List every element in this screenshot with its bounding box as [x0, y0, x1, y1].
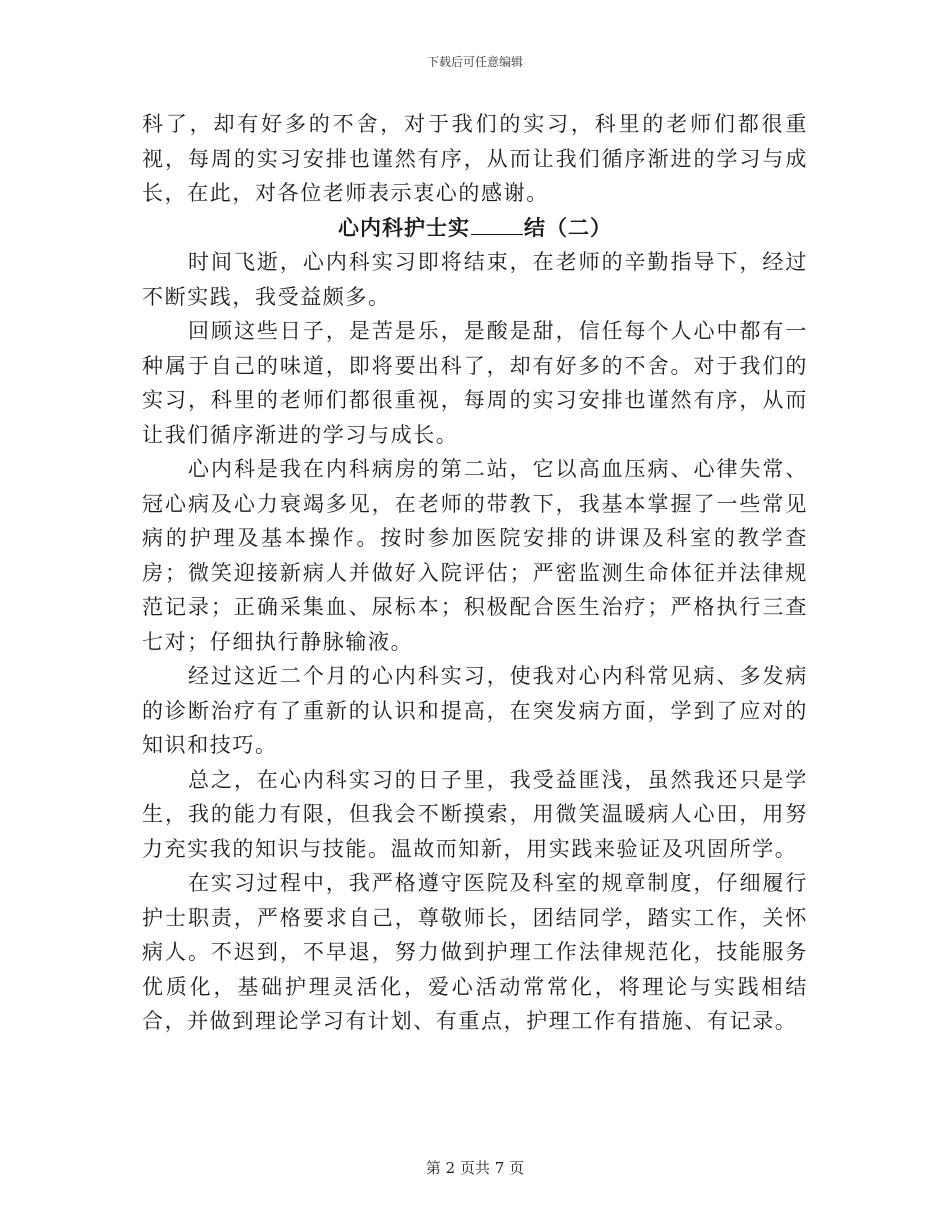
continued-paragraph: 科了，却有好多的不舍，对于我们的实习，科里的老师们都很重视，每周的实习安排也谨然有序，从而让我们循序渐进的学习与成长，在此，对各位老师表示衷心的感谢。 — [142, 112, 808, 205]
paragraph-5: 总之，在心内科实习的日子里，我受益匪浅，虽然我还只是学生，我的能力有限，但我会不断摸索，用微笑温暖病人心田，用努力充实我的知识与技能。温故而知新，用实践来验证及巩固所学。 — [142, 767, 808, 861]
section-title — [142, 211, 808, 246]
page-header: 下载后可任意编辑 — [426, 55, 523, 69]
paragraph-6: 在实习过程中，我严格遵守医院及科室的规章制度，仔细履行护士职责，严格要求自己，尊敬师长，团结同学，踏实工作，关怀病人。不迟到，不早退，努力做到护理工作法律规范化，技能服务优质化，基础护理灵活化，爱心活动常常化，将理论与实践相结合，并做到理论学习有计划、有重点，护理工作有措施、有记录。 — [142, 871, 808, 1033]
document-body — [142, 107, 808, 1039]
section-title-part1: 心内科护士实 — [338, 214, 470, 240]
section-title-part2: 结（二） — [524, 214, 612, 240]
paragraph-3: 心内科是我在内科病房的第二站，它以高血压病、心律失常、冠心病及心力衰竭多见，在老师的带教下，我基本掌握了一些常见病的护理及基本操作。按时参加医院安排的讲课及科室的教学查房；微笑迎接新病人并做好入院评估；严密监测生命体征并法律规范记录；正确采集血、尿标本；积极配合医生治疗；严格执行三查七对；仔细执行静脉输液。 — [142, 457, 808, 654]
paragraph-1: 时间飞逝，心内科实习即将结束，在老师的辛勤指导下，经过不断实践，我受益颇多。 — [142, 250, 808, 309]
paragraph-2: 回顾这些日子，是苦是乐，是酸是甜，信任每个人心中都有一种属于自己的味道，即将要出科了，却有好多的不舍。对于我们的实习，科里的老师们都很重视，每周的实习安排也谨然有序，从而让我们循序渐进的学习与成长。 — [142, 319, 808, 447]
paragraph-4: 经过这近二个月的心内科实习，使我对心内科常见病、多发病的诊断治疗有了重新的认识和提高，在突发病方面，学到了应对的知识和技巧。 — [142, 664, 808, 757]
page-footer: 第 2 页共 7 页 — [425, 1159, 525, 1177]
fill-in-blank — [471, 216, 523, 235]
